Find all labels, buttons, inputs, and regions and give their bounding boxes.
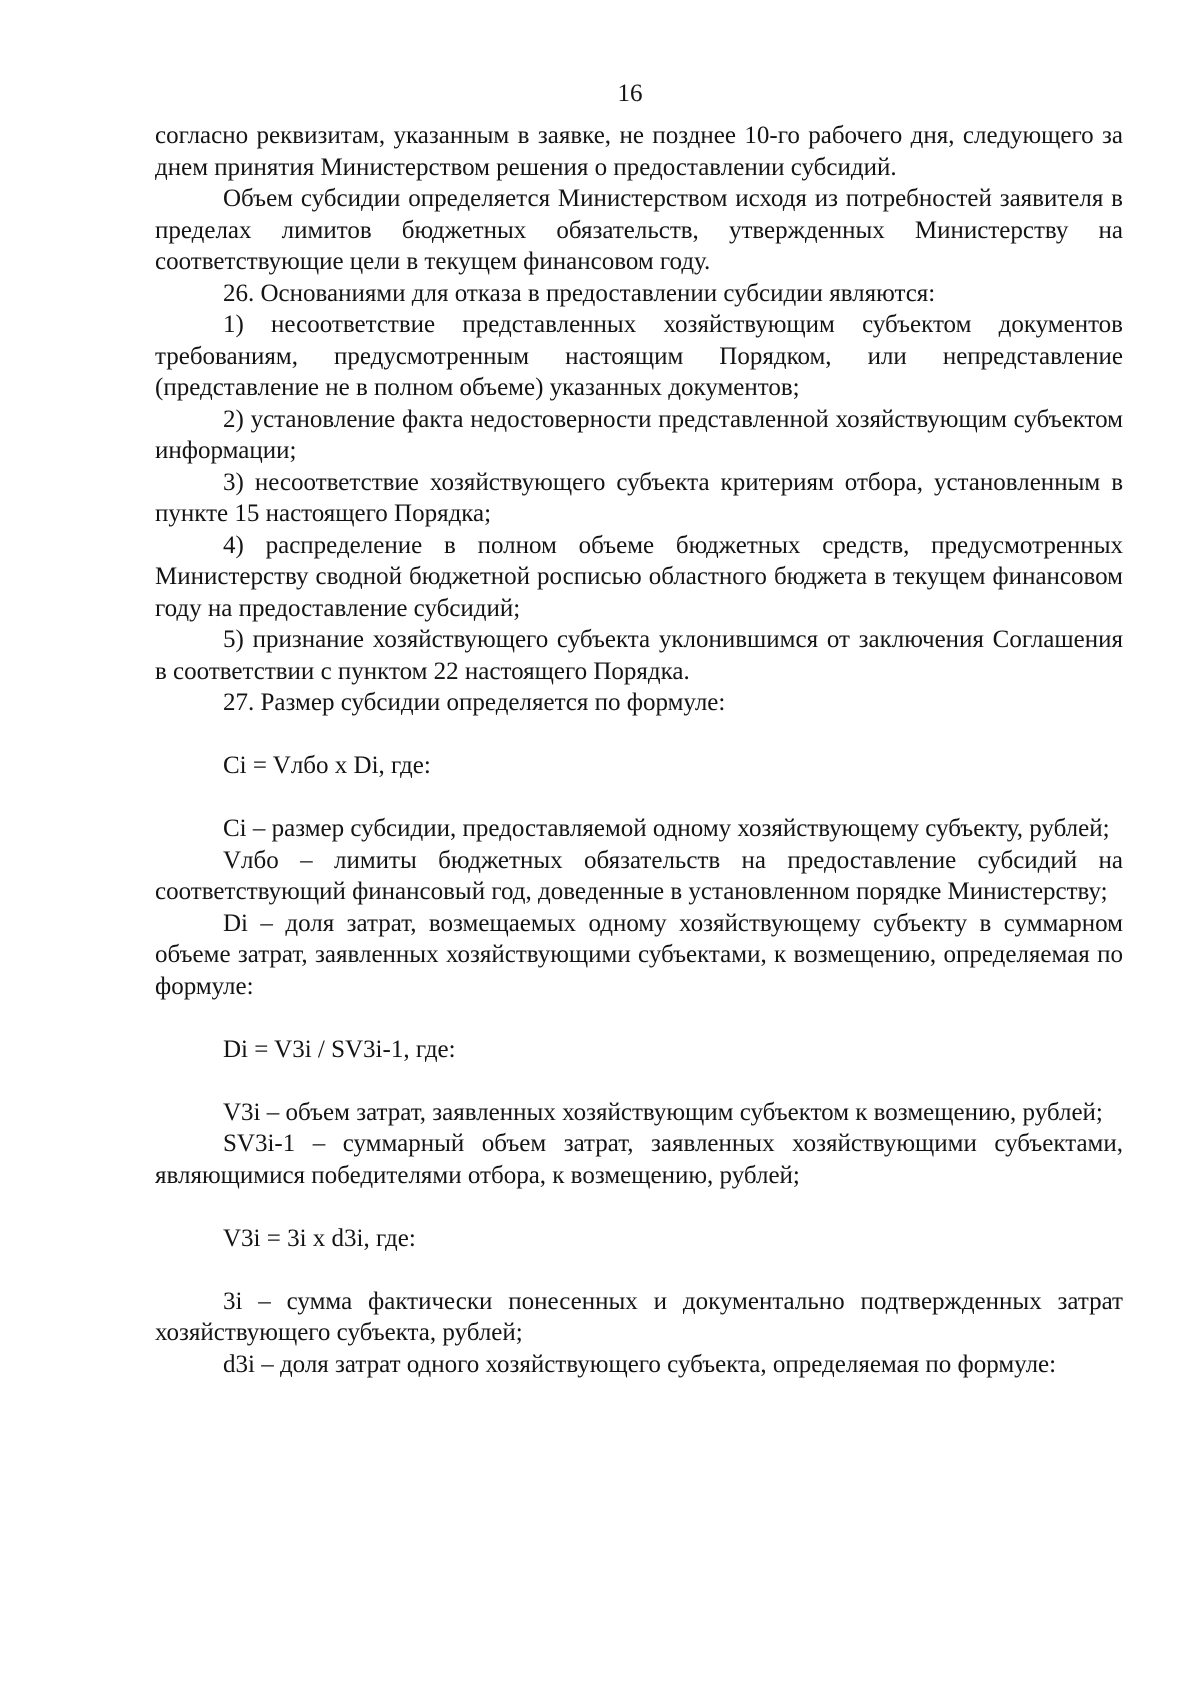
list-item-4: 4) распределение в полном объеме бюджетных средств, предусмотренных Министерству сводной бюджетной росписью областного бюджета в текущем финансовом году на предоставление субсидий; (155, 531, 1123, 622)
formula-v3i: V3i = 3i x d3i, где: (223, 1224, 416, 1252)
spacer (155, 782, 1123, 814)
document-body (155, 120, 1123, 1380)
spacer (155, 1002, 1123, 1034)
definition-vlbo: Vлбо – лимиты бюджетных обязательств на предоставление субсидий на соответствующий финансовый год, доведенные в установленном порядке Министерству; (155, 846, 1123, 905)
spacer (155, 1191, 1123, 1223)
paragraph-subsidy-size: 27. Размер субсидии определяется по формуле: (223, 689, 726, 716)
paragraph-refusal-grounds: 26. Основаниями для отказа в предоставлении субсидии являются: (223, 279, 936, 307)
definition-v3i: V3i – объем затрат, заявленных хозяйствующим субъектом к возмещению, рублей; (223, 1098, 1103, 1126)
definition-d3i: d3i – доля затрат одного хозяйствующего субъекта, определяемая по формуле: (223, 1350, 1057, 1378)
spacer (155, 1065, 1123, 1097)
formula-ci: Ci = Vлбо x Di, где: (223, 752, 431, 779)
list-item-5: 5) признание хозяйствующего субъекта уклонившимся от заключения Соглашения в соответствии с пунктом 22 настоящего Порядка. (155, 626, 1123, 685)
formula-di: Di = V3i / SV3i-1, где: (223, 1035, 456, 1063)
spacer (155, 1254, 1123, 1286)
definition-di: Di – доля затрат, возмещаемых одному хозяйствующему субъекту в суммарном объеме затрат, заявленных хозяйствующими субъектами, к возмещению, определяемая по формуле: (155, 909, 1123, 1000)
paragraph-subsidy-volume: Объем субсидии определяется Министерством исходя из потребностей заявителя в пределах лимитов бюджетных обязательств, утвержденных Министерству на соответствующие цели в текущем финансовом году. (155, 185, 1123, 275)
definition-sv3i: SV3i-1 – суммарный объем затрат, заявленных хозяйствующими субъектами, являющимися победителями отбора, к возмещению, рублей; (155, 1130, 1123, 1189)
definition-3i: 3i – сумма фактически понесенных и документально подтвержденных затрат хозяйствующего субъекта, рублей; (155, 1287, 1123, 1346)
paragraph-payment-terms: согласно реквизитам, указанным в заявке, не позднее 10-го рабочего дня, следующего за днем принятия Министерством решения о предоставлении субсидий. (155, 122, 1123, 181)
page-number: 16 (617, 80, 643, 107)
list-item-1: 1) несоответствие представленных хозяйствующим субъектом документов требованиям, предусмотренным настоящим Порядком, или непредставление (представление не в полном объеме) указанных документов; (155, 311, 1123, 401)
spacer (155, 719, 1123, 751)
definition-ci: Ci – размер субсидии, предоставляемой одному хозяйствующему субъекту, рублей; (223, 815, 1110, 842)
list-item-3: 3) несоответствие хозяйствующего субъекта критериям отбора, установленным в пункте 15 настоящего Порядка; (155, 468, 1123, 527)
list-item-2: 2) установление факта недостоверности представленной хозяйствующим субъектом информации; (155, 405, 1123, 464)
